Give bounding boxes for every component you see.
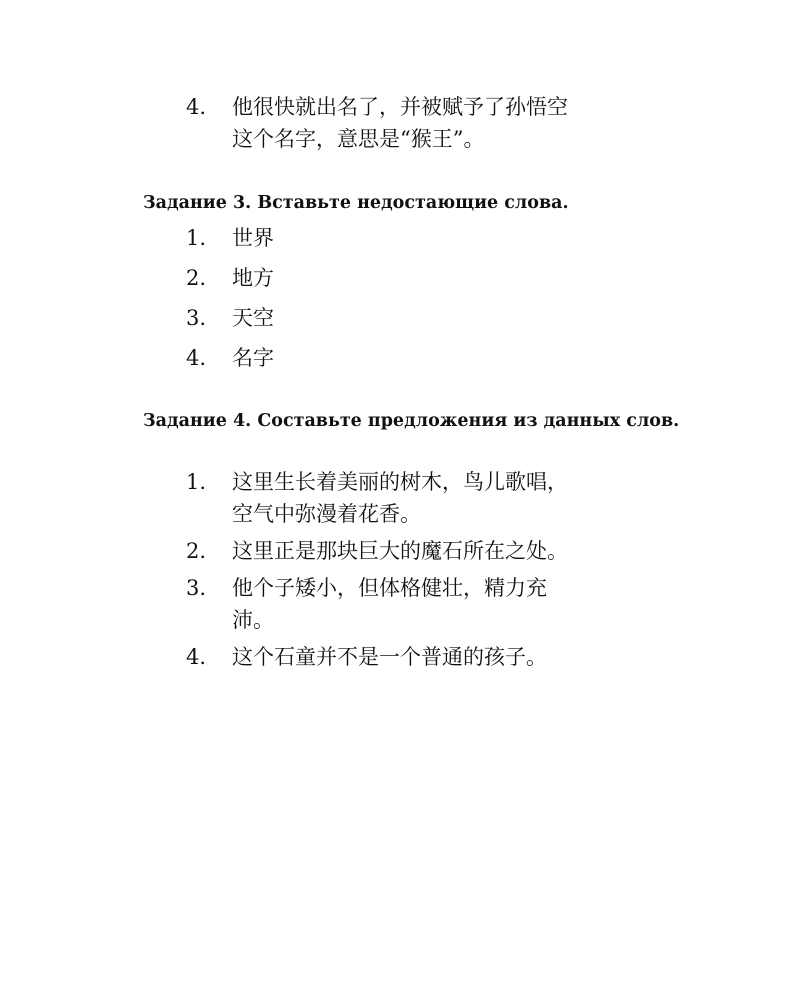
item-number: 2. — [186, 539, 207, 563]
item-text: 这个石童并不是一个普通的孩子。 — [232, 645, 547, 669]
list-item — [186, 466, 568, 530]
list-item — [186, 342, 274, 374]
task-3-answer-list — [186, 222, 274, 382]
list-item — [186, 641, 568, 673]
task-4-answer-list — [186, 466, 568, 678]
item-text: 世界 — [232, 226, 274, 250]
item-number: 2. — [186, 266, 207, 290]
task-4-heading: Задание 4. Составьте предложения из данных слов. — [143, 411, 680, 431]
item-number: 4. — [186, 346, 207, 370]
continued-answer-list — [186, 91, 568, 155]
list-item — [186, 572, 568, 636]
item-text: 这里正是那块巨大的魔石所在之处。 — [232, 539, 568, 563]
task-3-heading: Задание 3. Вставьте недостающие слова. — [143, 193, 569, 213]
item-number: 3. — [186, 306, 207, 330]
list-item — [186, 262, 274, 294]
item-number: 1. — [186, 470, 207, 494]
item-text: 地方 — [232, 266, 274, 290]
item-number: 1. — [186, 226, 207, 250]
item-text: 天空 — [232, 306, 274, 330]
item-text: 这里生长着美丽的树木，鸟儿歌唱， 空气中弥漫着花香。 — [232, 470, 568, 526]
item-text: 他个子矮小，但体格健壮，精力充 沛。 — [232, 576, 547, 632]
item-number: 3. — [186, 576, 207, 600]
item-number: 4. — [186, 95, 207, 119]
list-item — [186, 222, 274, 254]
list-item — [186, 535, 568, 567]
list-item — [186, 91, 568, 155]
item-number: 4. — [186, 645, 207, 669]
item-text: 他很快就出名了，并被赋予了孙悟空 这个名字，意思是“猴王”。 — [232, 95, 568, 151]
list-item — [186, 302, 274, 334]
item-text: 名字 — [232, 346, 274, 370]
